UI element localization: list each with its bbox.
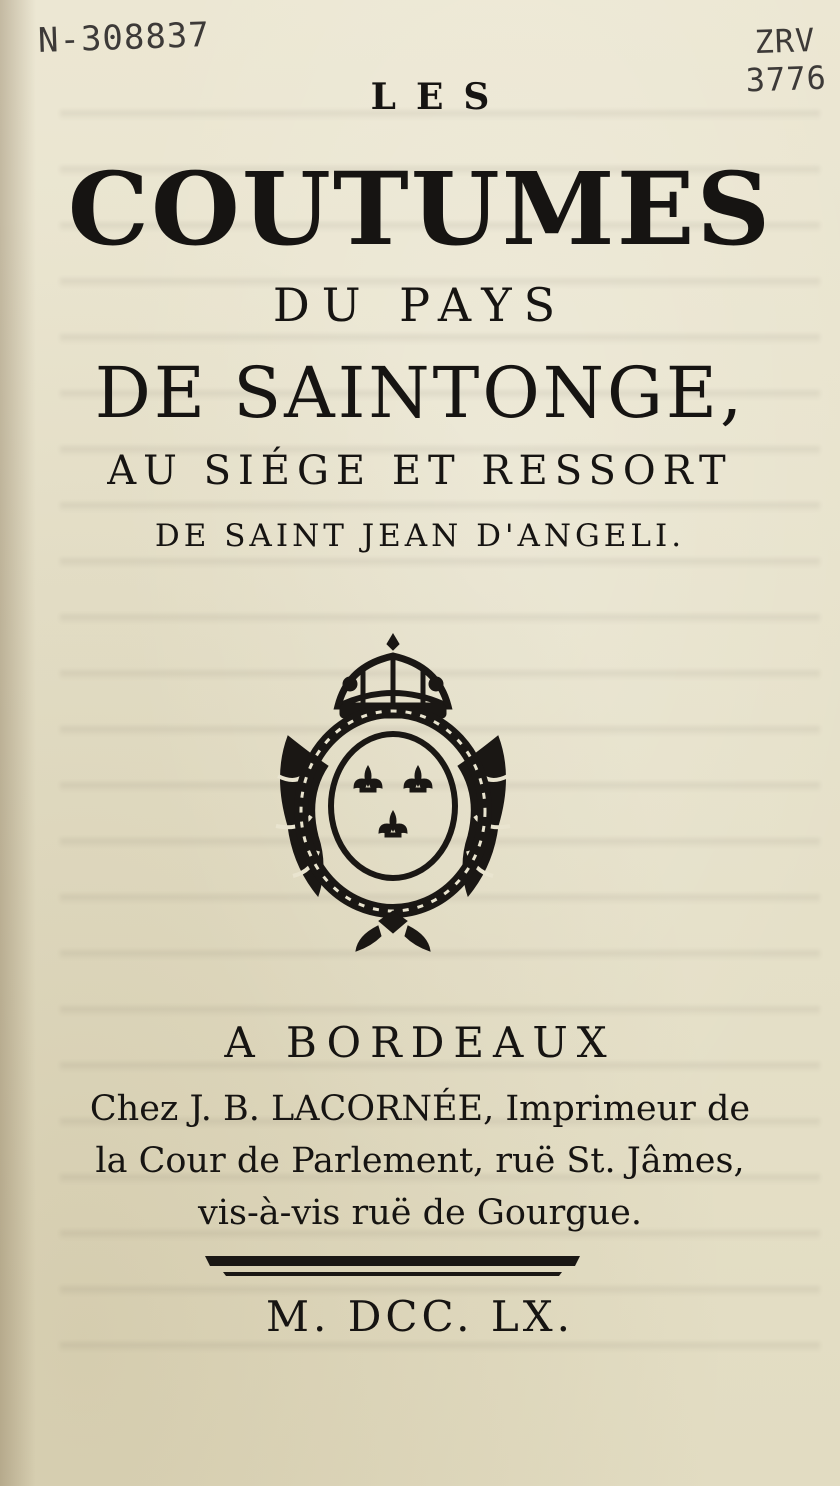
shelf-mark-right-line2: 3776 <box>744 58 828 100</box>
imprint-line-2: la Cour de Parlement, ruë St. Jâmes, <box>95 1141 745 1181</box>
shelf-mark-right-line1: ZRV <box>753 20 816 62</box>
title-line-angeli: DE SAINT JEAN D'ANGELI. <box>154 518 686 554</box>
shelf-mark-left: N-308837 <box>37 15 211 61</box>
title-line-saintonge: DE SAINTONGE, <box>94 352 746 434</box>
title-line-les: LES <box>370 76 510 118</box>
royal-fleur-de-lis-arms-icon <box>268 626 518 956</box>
imprint-line-1: Chez J. B. LACORNÉE, Imprimeur de <box>89 1089 751 1129</box>
title-line-du-pays: DU PAYS <box>272 278 568 332</box>
imprint-line-3: vis-à-vis ruë de Gourgue. <box>198 1193 642 1233</box>
title-line-coutumes: COUTUMES <box>67 150 773 268</box>
imprint-city: A BORDEAUX <box>224 1018 616 1067</box>
imprint-date: M. DCC. LX. <box>266 1292 574 1341</box>
title-line-siege: AU SIÉGE ET RESSORT <box>107 448 733 494</box>
double-rule-divider-icon <box>205 1252 580 1282</box>
